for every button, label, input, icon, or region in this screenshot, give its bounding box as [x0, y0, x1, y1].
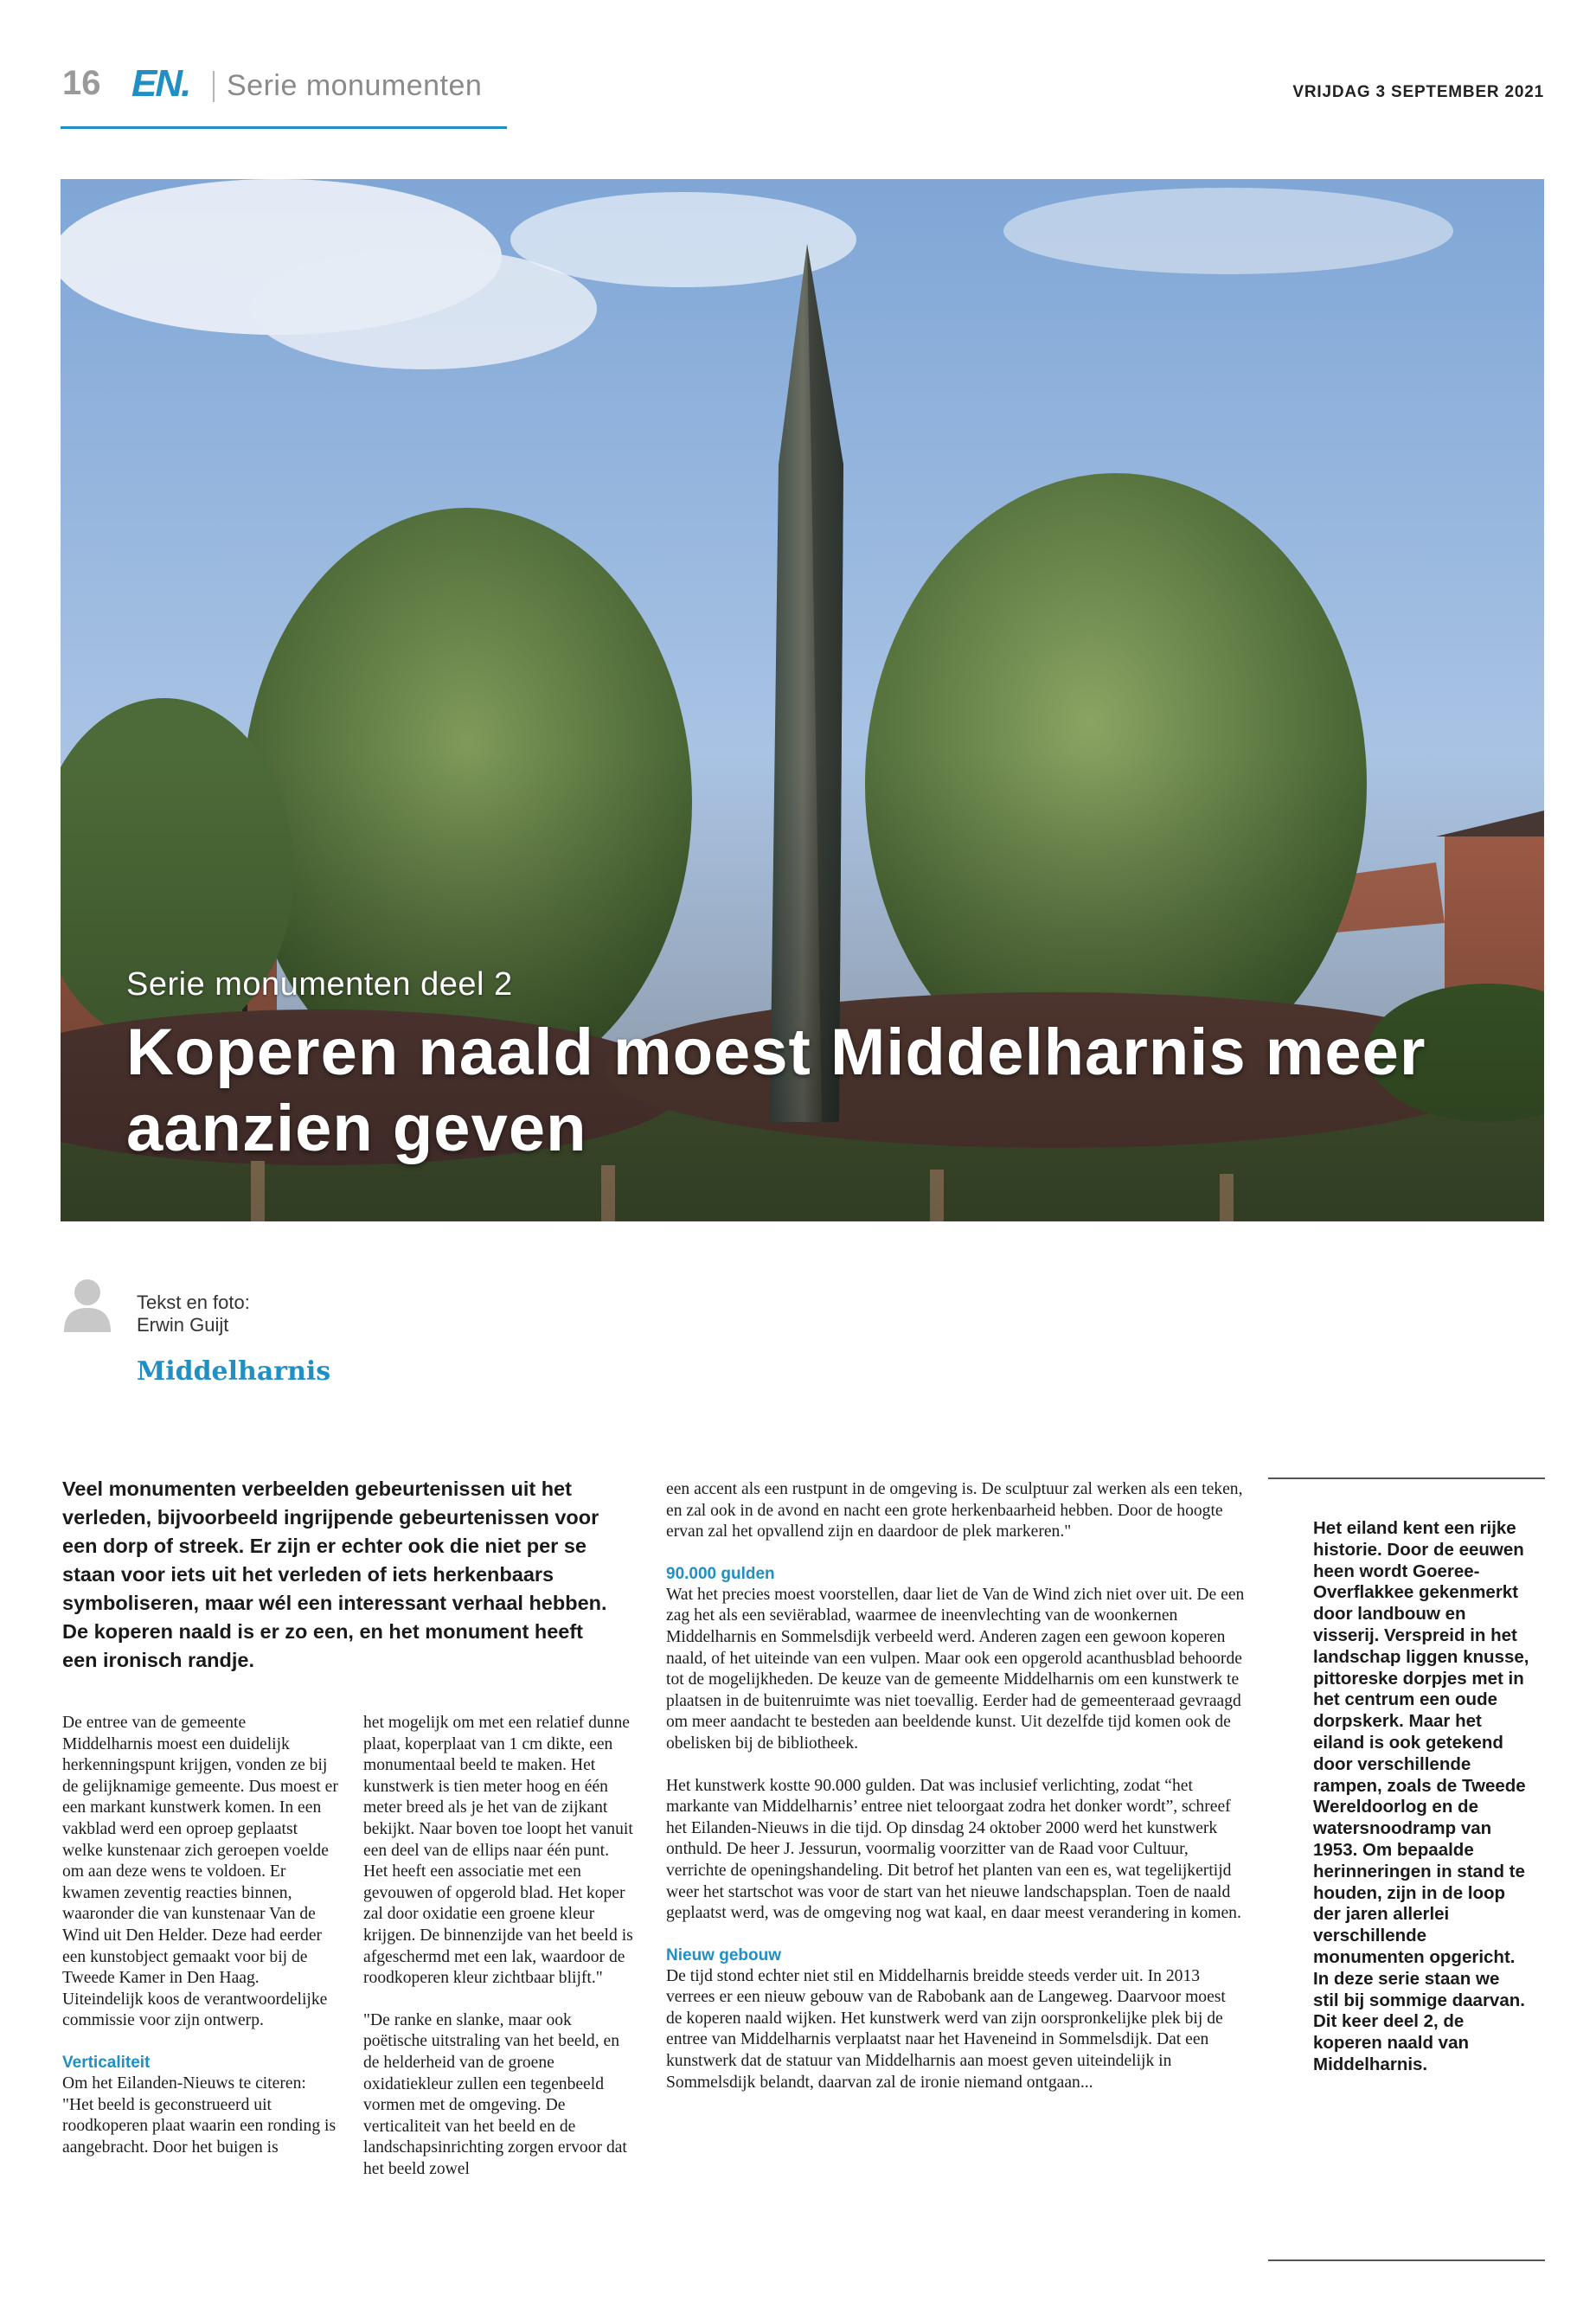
paragraph: een accent als een rustpunt in de omgeving is. De sculptuur zal werken als een teken, en zal ook in de avond en nacht een grote herkenbaarheid hebben. Door de hoogte ervan zal het opvallend zijn en daardoor de plek markeren." [666, 1480, 1243, 1541]
byline-author: Erwin Guijt [137, 1314, 229, 1336]
issue-date: VRIJDAG 3 SEPTEMBER 2021 [1292, 83, 1544, 101]
article-column-3 [666, 1479, 1246, 2114]
header-divider [213, 71, 215, 102]
subheading-nieuw-gebouw: Nieuw gebouw [666, 1945, 781, 1965]
hero-photo [61, 179, 1544, 1221]
series-sidebar: Het eiland kent een rijke historie. Door de eeuwen heen wordt Goeree-Overflakkee gekenmerkt door landbouw en visserij. Verspreid in het landschap liggen knusse, pittoreske dorpjes met in het centrum een oude dorpskerk. Maar het eiland is ook getekend door verschillende rampen, zoals de Tweede Wereldoorlog en de watersnoodramp van 1953. Om bepaalde herinneringen in stand te houden, zijn in de loop der jaren allerlei verschillende monumenten opgericht. In deze serie staan we stil bij sommige daarvan. Dit keer deel 2, de koperen naald van Middelharnis. [1313, 1518, 1529, 2074]
author-avatar-icon [62, 1277, 112, 1332]
sidebar-rule-top [1268, 1477, 1545, 1479]
paragraph: het mogelijk om met een relatief dunne plaat, koperplaat van 1 cm dikte, een monumentaal beeld te maken. Het kunstwerk is tien meter hoog en één meter breed als je het van de zijkant bekijkt. Naar boven toe loopt het vanuit een deel van de ellips naar één punt. Het heeft een associatie met een gevouwen of opgerold blad. Het koper zal door oxidatie een groene kleur krijgen. De binnenzijde van het beeld is afgeschermd met een lak, waardoor de roodkoperen kleur zichtbaar blijft." [363, 1714, 633, 1988]
header-accent-rule [61, 126, 507, 129]
paragraph: De entree van de gemeente Middelharnis moest een duidelijk herkenningspunt krijgen, vonden ze bij de gelijknamige gemeente. Dus moest er een markant kunstwerk komen. In een vakblad werd een oproep geplaatst welke kunstenaar zich geroepen voelde om aan deze wens te voldoen. Er kwamen zeventig reacties binnen, waaronder die van kunstenaar Van de Wind uit Den Helder. Deze had eerder een kunstobject gemaakt voor bij de Tweede Kamer in Den Haag. Uiteindelijk koos de verantwoordelijke commissie voor zijn ontwerp. [62, 1714, 338, 2030]
article-headline: Koperen naald moest Middelharnis meer aanzien geven [126, 1016, 1426, 1165]
newspaper-logo: EN. [131, 62, 190, 105]
subheading-gulden: 90.000 gulden [666, 1564, 775, 1583]
paragraph: "De ranke en slanke, maar ook poëtische uitstraling van het beeld, en de helderheid van de groene oxidatiekleur zullen een tegenbeeld vormen met de omgeving. De verticaliteit van het beeld en de landschapsinrichting zorgen ervoor dat het beeld zowel [363, 2010, 627, 2178]
paragraph: De tijd stond echter niet stil en Middelharnis breidde steeds verder uit. In 2013 verrees er een nieuw gebouw van de Rabobank aan de Langeweg. Daarvoor moest de koperen naald wijken. Het kunstwerk werd van zijn oorspronkelijke plek bij de entree van Middelharnis verplaatst naar het Haveneind in Sommelsdijk. Dat een kunstwerk dat de statuur van Middelharnis aan moest geven uiteindelijk in Sommelsdijk belandt, daarvan zal de ironie niemand ontgaan... [666, 1966, 1226, 2092]
paragraph: Wat het precies moest voorstellen, daar liet de Van de Wind zich niet over uit. De een zag het als een seviërablad, waarmee de ineenvlechting van de woonkernen Middelharnis en Sommelsdijk verbeeld werd. Anderen zagen een gewoon koperen naald, of het uiteinde van een vulpen. Maar ook een opgerold acanthusblad behoorde tot de mogelijkheden. De keuze van de gemeente Middelharnis om een kunstwerk te plaatsen in de buitenruimte was niet toevallig. Eerder had de gemeenteraad gevraagd om meer aandacht te besteden aan beeldende kunst. Uit dezelfde tijd komen ook de obelisken bij de bibliotheek. [666, 1585, 1245, 1753]
page-number: 16 [62, 64, 101, 102]
paragraph: Om het Eilanden-Nieuws te citeren: "Het beeld is geconstrueerd uit roodkoperen plaat waarin een ronding is aangebracht. Door het buigen is [62, 2073, 337, 2157]
sidebar-rule-bottom [1268, 2259, 1545, 2261]
article-column-2 [363, 1713, 637, 2201]
paragraph: Het kunstwerk kostte 90.000 gulden. Dat was inclusief verlichting, zodat “het markante van Middelharnis’ entree niet teloorgaat zodra het donker wordt”, schreef het Eilanden-Nieuws in die tijd. Op dinsdag 24 oktober 2000 werd het kunstwerk onthuld. De heer J. Jessurun, voormalig voorzitter van de Raad voor Cultuur, verrichte de openingshandeling. Dit betrof het planten van een es, wat tegelijkertijd weer het startschot was voor de start van het nieuwe landschapsplan. Toen de naald geplaatst werd, was de omgeving nog wat kaal, en daar meest verandering in komen. [666, 1776, 1241, 1923]
article-column-1 [62, 1713, 339, 2179]
subheading-verticaliteit: Verticaliteit [62, 2053, 151, 2072]
series-kicker: Serie monumenten deel 2 [126, 966, 513, 1003]
byline-label: Tekst en foto: [137, 1292, 250, 1313]
dateline-location: Middelharnis [137, 1356, 331, 1387]
article-intro: Veel monumenten verbeelden gebeurtenissen uit het verleden, bijvoorbeeld ingrijpende gebeurtenissen voor een dorp of streek. Er zijn er echter ook die niet per se staan voor iets uit het verleden of iets herkenbaars symboliseren, maar wél een interessant verhaal hebben. De koperen naald is er zo een, en het monument heeft een ironisch randje. [62, 1477, 607, 1671]
section-title: Serie monumenten [227, 69, 483, 102]
